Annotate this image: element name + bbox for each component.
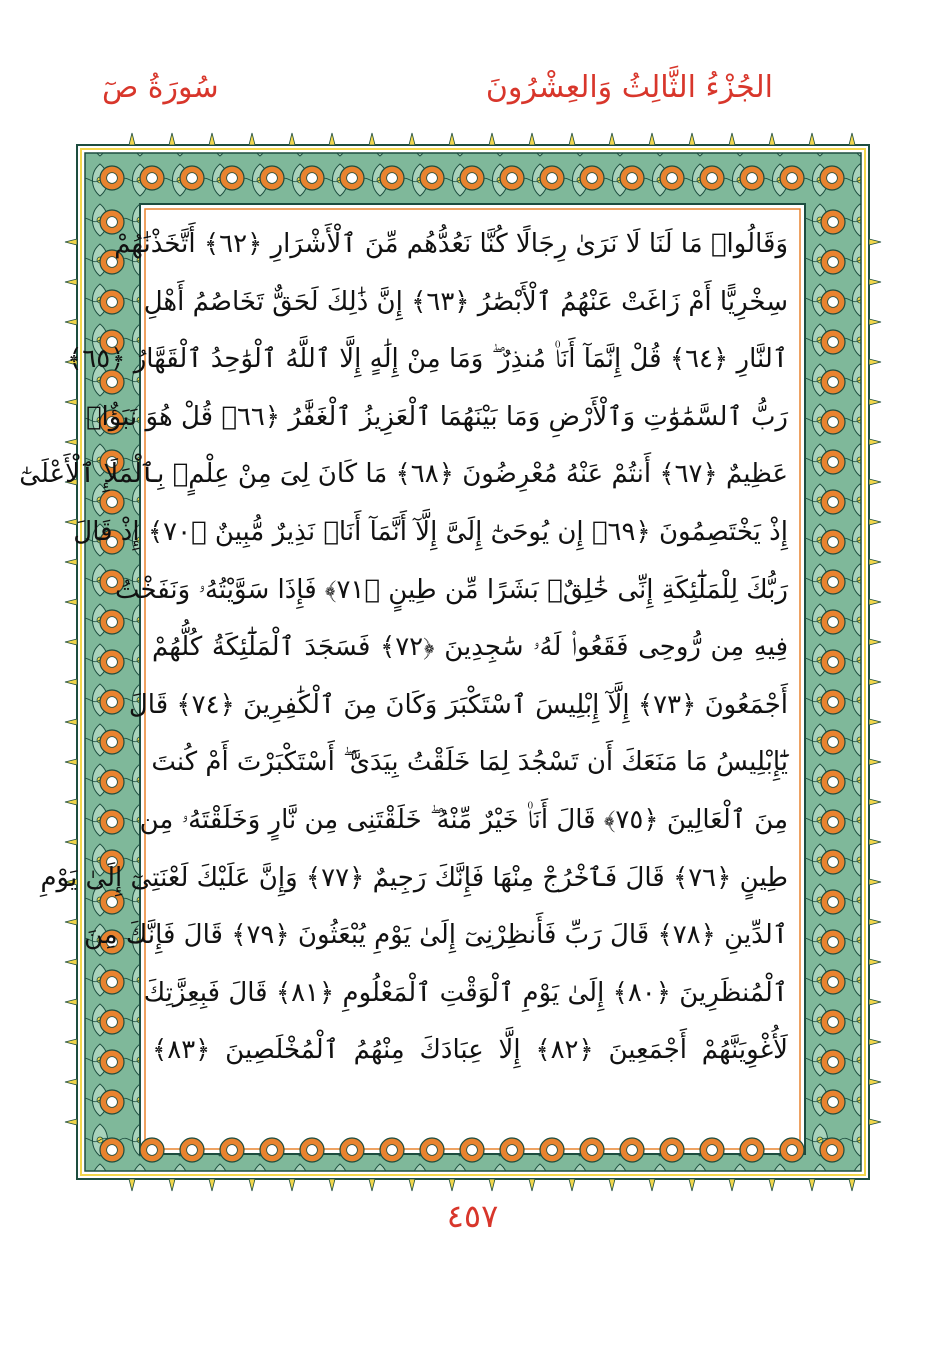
border-medallion-center-icon [828,297,839,308]
border-medallion-center-icon [507,173,518,184]
border-spike-icon [129,1179,135,1191]
border-spike-icon [65,639,77,645]
border-spike-icon [649,1179,655,1191]
border-spike-icon [769,133,775,145]
verse-line: ٱلدِّينِ ﴿٧٨﴾ قَالَ رَبِّ فَأَنظِرْنِىٓ إِلَىٰ يَوْمِ يُبْعَثُونَ ﴿٧٩﴾ قَالَ فَإِنَّكَ مِنَ [83,920,788,951]
border-spike-icon [869,919,881,925]
border-spike-icon [249,1179,255,1191]
border-medallion-center-icon [707,1145,718,1156]
border-spike-icon [409,133,415,145]
border-medallion-center-icon [547,1145,558,1156]
border-medallion-center-icon [787,1145,798,1156]
border-medallion-center-icon [828,497,839,508]
border-medallion-center-icon [828,457,839,468]
border-spike-icon [869,1039,881,1045]
border-spike-icon [65,799,77,805]
border-medallion-center-icon [828,337,839,348]
verse-line: يَٰٓإِبْلِيسُ مَا مَنَعَكَ أَن تَسْجُدَ لِمَا خَلَقْتُ بِيَدَىَّ ۖ أَسْتَكْبَرْتَ أَمْ كُنتَ [151,747,788,778]
border-spike-icon [809,1179,815,1191]
border-medallion-center-icon [227,1145,238,1156]
border-medallion-center-icon [828,657,839,668]
border-spike-icon [65,599,77,605]
border-spike-icon [869,1119,881,1125]
border-spike-icon [869,879,881,885]
border-medallion-center-icon [307,1145,318,1156]
border-spike-icon [869,679,881,685]
border-medallion-center-icon [828,577,839,588]
border-spike-icon [869,1079,881,1085]
border-medallion-center-icon [107,697,118,708]
border-medallion-center-icon [307,173,318,184]
border-spike-icon [869,639,881,645]
border-spike-icon [65,839,77,845]
border-medallion-center-icon [107,297,118,308]
border-spike-icon [449,1179,455,1191]
border-medallion-center-icon [828,697,839,708]
border-spike-icon [65,1119,77,1125]
page-number: ٤٥٧ [446,1197,499,1235]
border-medallion-center-icon [828,737,839,748]
border-spike-icon [849,133,855,145]
border-spike-icon [65,319,77,325]
border-spike-icon [869,799,881,805]
border-spike-icon [249,133,255,145]
border-spike-icon [729,1179,735,1191]
border-spike-icon [869,999,881,1005]
verse-line: وَقَالُوا۟ مَا لَنَا لَا نَرَىٰ رِجَالًا كُنَّا نَعُدُّهُم مِّنَ ٱلْأَشْرَارِ ﴿٦٢﴾ أَتَّخَذْنَٰهُمْ [114,229,788,259]
verse-line: ٱلنَّارِ ﴿٦٤﴾ قُلْ إِنَّمَآ أَنَا۠ مُنذِرٌ ۖ وَمَا مِنْ إِلَٰهٍ إِلَّا ٱللَّهُ ٱلْوَٰحِدُ ٱلْقَهَّارُ ﴿٦٥﴾ [67,344,788,375]
border-medallion-center-icon [427,1145,438,1156]
verse-line: لَأُغْوِيَنَّهُمْ أَجْمَعِينَ ﴿٨٢﴾ إِلَّا عِبَادَكَ مِنْهُمُ ٱلْمُخْلَصِينَ ﴿٨٣﴾ [152,1035,788,1066]
border-medallion-center-icon [107,817,118,828]
verse-line: فِيهِ مِن رُّوحِى فَقَعُوا۟ لَهُۥ سَٰجِدِينَ ﴿٧٢﴾ فَسَجَدَ ٱلْمَلَٰٓئِكَةُ كُلُّهُمْ [152,632,788,663]
border-medallion-center-icon [387,173,398,184]
border-spike-icon [65,399,77,405]
border-spike-icon [289,1179,295,1191]
border-medallion-center-icon [347,173,358,184]
border-spike-icon [529,1179,535,1191]
border-spike-icon [369,1179,375,1191]
border-medallion-center-icon [467,1145,478,1156]
juz-title: الجُزْءُ الثَّالِثُ وَالعِشْرُونَ [485,70,773,105]
border-spike-icon [409,1179,415,1191]
border-medallion-center-icon [828,977,839,988]
border-spike-icon [869,479,881,485]
border-spike-icon [689,1179,695,1191]
border-spike-icon [689,133,695,145]
border-spike-icon [809,133,815,145]
border-medallion-center-icon [107,977,118,988]
border-medallion-center-icon [828,217,839,228]
border-spike-icon [65,919,77,925]
border-spike-icon [869,239,881,245]
border-spike-icon [369,133,375,145]
border-medallion-center-icon [828,1057,839,1068]
border-spike-icon [65,679,77,685]
border-medallion-center-icon [267,173,278,184]
border-medallion-center-icon [147,173,158,184]
border-spike-icon [769,1179,775,1191]
border-medallion-center-icon [827,173,838,184]
verse-line: ٱلْمُنظَرِينَ ﴿٨٠﴾ إِلَىٰ يَوْمِ ٱلْوَقْتِ ٱلْمَعْلُومِ ﴿٨١﴾ قَالَ فَبِعِزَّتِكَ [143,977,788,1008]
border-medallion-center-icon [828,417,839,428]
verse-line: مِنَ ٱلْعَالِينَ ﴿٧٥﴾ قَالَ أَنَا۠ خَيْرٌ مِّنْهُ ۖ خَلَقْتَنِى مِن نَّارٍ وَخَلَقْتَهُۥ مِن [139,804,788,835]
border-spike-icon [329,1179,335,1191]
surah-name: سُورَةُ صٓ [102,70,219,105]
border-medallion-center-icon [828,857,839,868]
border-spike-icon [569,1179,575,1191]
border-spike-icon [649,133,655,145]
border-spike-icon [869,439,881,445]
border-medallion-center-icon [828,817,839,828]
border-spike-icon [65,439,77,445]
border-medallion-center-icon [747,173,758,184]
border-medallion-center-icon [467,173,478,184]
verse-line: رَبُّ ٱلسَّمَٰوَٰتِ وَٱلْأَرْضِ وَمَا بَيْنَهُمَا ٱلْعَزِيزُ ٱلْغَفَّٰرُ ﴿٦٦﴾ قُلْ هُوَ نَبَؤٌا۟ [85,401,788,432]
border-spike-icon [129,133,135,145]
border-spike-icon [65,759,77,765]
border-medallion-center-icon [107,657,118,668]
border-medallion-center-icon [547,173,558,184]
verse-line: رَبُّكَ لِلْمَلَٰٓئِكَةِ إِنِّى خَٰلِقٌۢ بَشَرًا مِّن طِينٍ ﴿٧١﴾ فَإِذَا سَوَّيْتُهُۥ وَنَفَخْتُ [114,574,788,605]
border-medallion-center-icon [827,1145,838,1156]
border-medallion-center-icon [587,1145,598,1156]
border-spike-icon [869,399,881,405]
border-spike-icon [65,719,77,725]
border-spike-icon [869,599,881,605]
border-spike-icon [65,1039,77,1045]
border-spike-icon [169,1179,175,1191]
border-spike-icon [869,279,881,285]
border-medallion-center-icon [227,173,238,184]
verse-line: عَظِيمٌ ﴿٦٧﴾ أَنتُمْ عَنْهُ مُعْرِضُونَ ﴿٦٨﴾ مَا كَانَ لِىَ مِنْ عِلْمٍۭ بِٱلْمَلَإِ ٱلْأَعْلَىٰٓ [19,459,788,490]
verse-line: سِخْرِيًّا أَمْ زَاغَتْ عَنْهُمُ ٱلْأَبْصَٰرُ ﴿٦٣﴾ إِنَّ ذَٰلِكَ لَحَقٌّ تَخَاصُمُ أَهْلِ [143,286,788,317]
border-medallion-center-icon [828,1017,839,1028]
border-spike-icon [729,133,735,145]
border-spike-icon [869,759,881,765]
border-spike-icon [869,319,881,325]
border-spike-icon [65,239,77,245]
border-spike-icon [449,133,455,145]
border-spike-icon [489,133,495,145]
border-medallion-center-icon [107,737,118,748]
border-medallion-center-icon [427,173,438,184]
border-medallion-center-icon [828,1097,839,1108]
border-spike-icon [209,1179,215,1191]
border-spike-icon [869,519,881,525]
border-spike-icon [329,133,335,145]
border-medallion-center-icon [107,1097,118,1108]
border-medallion-center-icon [107,1145,118,1156]
border-spike-icon [169,133,175,145]
border-medallion-center-icon [187,173,198,184]
verse-line: أَجْمَعُونَ ﴿٧٣﴾ إِلَّآ إِبْلِيسَ ٱسْتَكْبَرَ وَكَانَ مِنَ ٱلْكَٰفِرِينَ ﴿٧٤﴾ قَالَ [128,689,788,720]
border-medallion-center-icon [147,1145,158,1156]
verse-text-area [19,216,788,1142]
verse-line: إِذْ يَخْتَصِمُونَ ﴿٦٩﴾ إِن يُوحَىٰٓ إِلَىَّ إِلَّآ أَنَّمَآ أَنَا۠ نَذِيرٌ مُّبِينٌ ﴿٧٠﴾ إِذْ قَالَ [73,516,788,547]
border-medallion-center-icon [107,777,118,788]
border-medallion-center-icon [107,1017,118,1028]
border-medallion-center-icon [627,173,638,184]
border-medallion-center-icon [107,1057,118,1068]
border-medallion-center-icon [267,1145,278,1156]
border-medallion-center-icon [747,1145,758,1156]
border-medallion-center-icon [828,257,839,268]
border-medallion-center-icon [828,937,839,948]
border-medallion-center-icon [828,777,839,788]
border-medallion-center-icon [828,617,839,628]
border-medallion-center-icon [667,1145,678,1156]
border-spike-icon [609,133,615,145]
border-medallion-center-icon [627,1145,638,1156]
border-spike-icon [209,133,215,145]
border-spike-icon [65,959,77,965]
border-spike-icon [869,719,881,725]
border-spike-icon [65,1079,77,1085]
border-spike-icon [65,999,77,1005]
border-spike-icon [869,359,881,365]
border-medallion-center-icon [667,173,678,184]
border-spike-icon [609,1179,615,1191]
border-medallion-center-icon [507,1145,518,1156]
border-medallion-center-icon [107,173,118,184]
verse-line: طِينٍ ﴿٧٦﴾ قَالَ فَٱخْرُجْ مِنْهَا فَإِنَّكَ رَجِيمٌ ﴿٧٧﴾ وَإِنَّ عَلَيْكَ لَعْنَتِىٓ إِلَىٰ يَوْمِ [40,862,788,893]
border-spike-icon [869,839,881,845]
border-spike-icon [869,559,881,565]
border-medallion-center-icon [587,173,598,184]
border-medallion-center-icon [828,377,839,388]
border-medallion-center-icon [707,173,718,184]
border-medallion-center-icon [828,897,839,908]
border-spike-icon [569,133,575,145]
border-spike-icon [489,1179,495,1191]
border-spike-icon [289,133,295,145]
border-spike-icon [529,133,535,145]
border-medallion-center-icon [828,537,839,548]
border-spike-icon [849,1179,855,1191]
border-medallion-center-icon [387,1145,398,1156]
border-spike-icon [65,279,77,285]
border-medallion-center-icon [347,1145,358,1156]
border-medallion-center-icon [187,1145,198,1156]
border-spike-icon [869,959,881,965]
border-medallion-center-icon [787,173,798,184]
